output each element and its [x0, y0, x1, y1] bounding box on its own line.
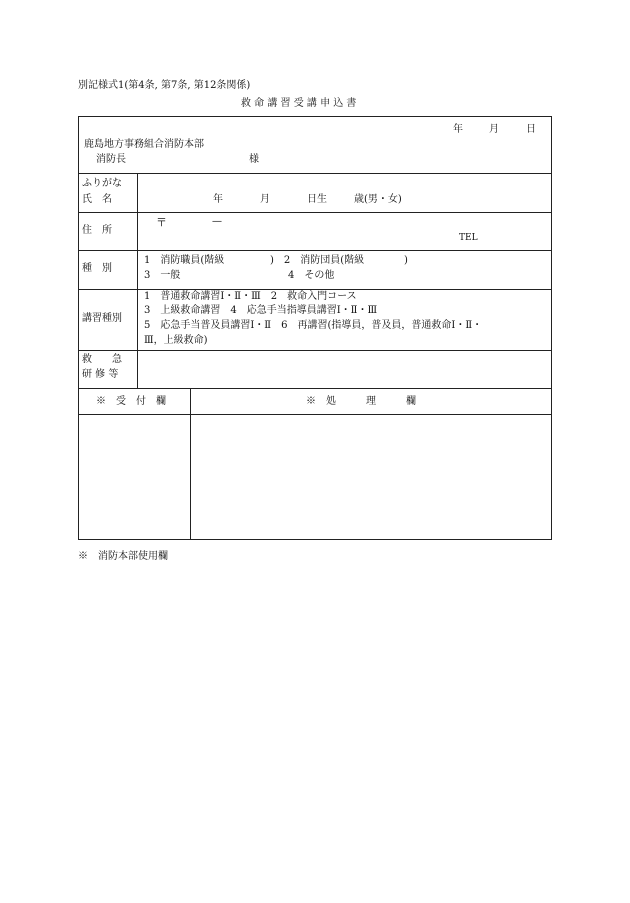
row-divider: [79, 414, 551, 415]
row-divider: [79, 250, 551, 251]
category-option-2: ) 2 消防団員(階級: [270, 255, 365, 266]
tel-label: TEL: [459, 233, 478, 243]
category-option-2-close: ): [404, 255, 408, 266]
birth-day: 日生: [307, 194, 327, 205]
postal-mark: 〒: [156, 216, 167, 229]
category-option-3: 3 一般: [144, 270, 181, 281]
addressee-honorific: 様: [249, 154, 259, 165]
date-month: 月: [489, 124, 499, 135]
age-sex: 歳(男・女): [354, 194, 402, 205]
label-column-divider: [137, 174, 138, 388]
course-line: 5 応急手当普及員講習Ⅰ・Ⅱ 6 再講習(指導員，普及員，普通救命Ⅰ・Ⅱ・: [144, 320, 483, 331]
training-label-1: 救 急: [82, 354, 122, 365]
birth-year: 年: [213, 194, 223, 205]
name-label: 氏 名: [82, 194, 112, 205]
addressee-chief: 消防長: [96, 154, 126, 165]
date-year: 年: [453, 124, 463, 135]
course-line: 3 上級救命講習 4 応急手当指導員講習Ⅰ・Ⅱ・Ⅲ: [144, 305, 378, 316]
date-day: 日: [526, 124, 536, 135]
processing-header: ※ 処 理 欄: [306, 396, 416, 407]
course-line: Ⅲ，上級救命): [144, 335, 208, 346]
reception-header: ※ 受 付 欄: [96, 396, 166, 407]
footnote: ※ 消防本部使用欄: [78, 551, 168, 562]
form-reference: 別記様式1(第4条, 第7条, 第12条関係): [78, 80, 251, 91]
row-divider: [79, 173, 551, 174]
row-divider: [79, 350, 551, 351]
postal-dash: —: [212, 216, 222, 227]
birth-month: 月: [260, 194, 270, 205]
addressee-org: 鹿島地方事務組合消防本部: [84, 139, 204, 150]
row-divider: [79, 212, 551, 213]
course-label: 講習種別: [82, 313, 122, 324]
category-option-1: 1 消防職員(階級: [144, 255, 225, 266]
row-divider: [79, 388, 551, 389]
category-label: 種 別: [82, 263, 112, 274]
row-divider: [79, 289, 551, 290]
office-column-divider: [190, 389, 191, 539]
furigana-label: ふりがな: [82, 178, 122, 189]
training-label-2: 研 修 等: [82, 369, 119, 380]
address-label: 住 所: [82, 225, 112, 236]
category-option-4: 4 その他: [288, 270, 335, 281]
course-line: 1 普通救命講習Ⅰ・Ⅱ・Ⅲ 2 救命入門コース: [144, 291, 357, 302]
form-title: 救 命 講 習 受 講 申 込 書: [241, 98, 357, 109]
